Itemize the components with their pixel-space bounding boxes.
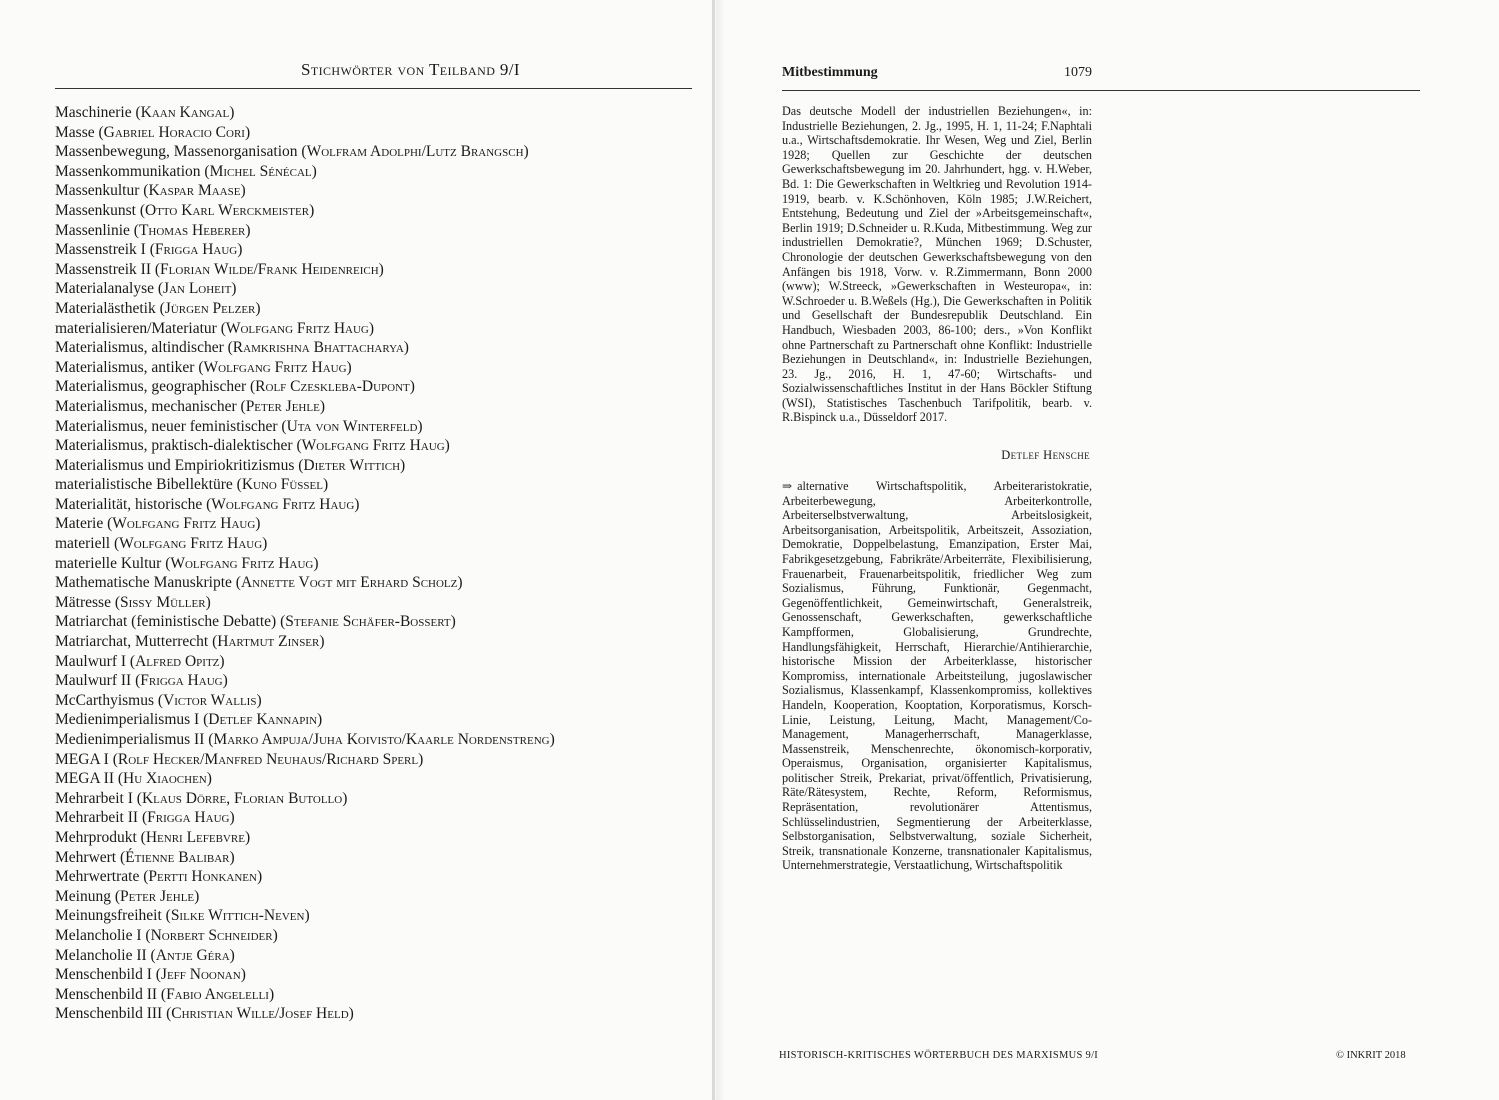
entry-author: Wolfgang Fritz Haug (225, 319, 369, 337)
entry-term: Materialismus, antiker (55, 358, 195, 376)
keyword-entry: Materialismus, mechanischer (Peter Jehle) (55, 397, 325, 415)
entry-term: Masse (55, 123, 95, 141)
keyword-entry: Maulwurf II (Frigga Haug) (55, 672, 228, 690)
entry-author: Christian Wille/Josef Held (171, 1005, 349, 1023)
entry-author: Alfred Opitz (135, 652, 220, 670)
keyword-entry: Massenkunst (Otto Karl Werckmeister) (55, 201, 315, 219)
entry-term: Medienimperialismus I (55, 711, 200, 729)
keyword-entry: Massenstreik I (Frigga Haug) (55, 241, 243, 259)
entry-term: Maulwurf I (55, 652, 127, 670)
keyword-entry: Massenbewegung, Massenorganisation (Wolfram Adolphi/Lutz Brangsch) (55, 143, 529, 161)
entry-term: Matriarchat, Mutterrecht (55, 633, 209, 651)
book-spine (712, 0, 715, 1100)
keyword-entry: Materialismus, neuer feministischer (Uta von Winterfeld) (55, 417, 423, 435)
left-header-rule (55, 88, 692, 89)
entry-term: Materialästhetik (55, 299, 156, 317)
entry-term: Materialismus, altindischer (55, 339, 224, 357)
keyword-entry: Mehrprodukt (Henri Lefebvre) (55, 828, 251, 846)
entry-term: Menschenbild I (55, 966, 152, 984)
entry-term: McCarthyismus (55, 691, 155, 709)
entry-term: materielle Kultur (55, 554, 162, 572)
keyword-entry: Menschenbild I (Jeff Noonan) (55, 966, 246, 984)
entry-author: Hartmut Zinser (217, 633, 320, 651)
entry-author: Kaspar Maase (148, 182, 241, 200)
entry-author: Otto Karl Werckmeister (145, 201, 310, 219)
entry-term: Materialismus, geographischer (55, 378, 247, 396)
entry-author: Peter Jehle (245, 397, 320, 415)
entry-term: Mathematische Manuskripte (55, 574, 232, 592)
see-also-text: alternative Wirtschaftspolitik, Arbeiteraristokratie, Arbeiterbewegung, Arbeiterkontrolle, Arbeiterselbstverwaltung, Arbeitslosigkeit, Arbeitsorganisation, Arbeitspolitik, Arbeitszeit, Assoziation, Demokratie, Doppelbelastung, Emanzipation, Erster Mai, Fabrikgesetzgebung, Fabrikräte/Arbeiterräte, Flexibilisierung, Frauenarbeit, Frauenarbeitspolitik, friedlicher Weg zum Sozialismus, Führung, Funktionär, Gegenmacht, Gegenöffentlichkeit, Gemeinwirtschaft, Generalstreik, Genossenschaft, Gewerkschaften, gewerkschaftliche Kampfformen, Globalisierung, Grundrechte, Handlungsfähigkeit, Herrschaft, Hierarchie/Antihierarchie, historische Mission der Arbeiterklasse, historischer Kompromiss, internationale Arbeitsteilung, jugoslawischer Sozialismus, Klassenkampf, Klassenkompromiss, kollektives Handeln, Kooperation, Kooptation, Korporatismus, Korsch-Linie, Leistung, Leitung, Macht, Management/Co-Management, Managerherrschaft, Managerklasse, Massenstreik, Menschenrechte, ökonomisch-korporativ, Operaismus, Organisation, organisierter Kapitalismus, politischer Streik, Prekariat, privat/öffentlich, Privatisierung, Räte/Rätesystem, Rechte, Reform, Reformismus, Repräsentation, revolutionärer Attentismus, Schlüsselindustrien, Segmentierung der Arbeiterklasse, Selbstorganisation, Selbstverwaltung, soziale Sicherheit, Streik, transnationale Konzerne, transnationaler Kapitalismus, Unternehmerstrategie, Verstaatlichung, Wirtschaftspolitik (782, 479, 1092, 873)
entry-author: Peter Jehle (120, 887, 195, 905)
keyword-entry: Massenstreik II (Florian Wilde/Frank Heidenreich) (55, 260, 384, 278)
entry-author: Wolfram Adolphi/Lutz Brangsch (306, 143, 524, 161)
entry-term: Materialismus, praktisch-dialektischer (55, 437, 293, 455)
keyword-entry: Mehrwert (Étienne Balibar) (55, 848, 235, 866)
keyword-entry: Materialismus, altindischer (Ramkrishna Bhattacharya) (55, 339, 409, 357)
entry-term: Massenstreik I (55, 241, 146, 259)
entry-author: Sissy Müller (120, 593, 206, 611)
entry-term: Mehrwert (55, 848, 117, 866)
entry-term: Maulwurf II (55, 672, 132, 690)
entry-term: Massenbewegung, Massenorganisation (55, 143, 298, 161)
keyword-entry: Matriarchat (feministische Debatte) (Stefanie Schäfer-Bossert) (55, 613, 456, 631)
keyword-entry: Materialismus, praktisch-dialektischer (Wolfgang Fritz Haug) (55, 437, 450, 455)
entry-author: Hu Xiaochen (123, 770, 207, 788)
entry-author: Kaan Kangal (140, 104, 230, 121)
keyword-entry: Melancholie II (Antje Géra) (55, 946, 235, 964)
keyword-entry: Massenkultur (Kaspar Maase) (55, 182, 246, 200)
entry-term: Massenlinie (55, 221, 130, 239)
entry-term: Matriarchat (feministische Debatte) (55, 613, 277, 631)
keyword-entry: Mehrarbeit II (Frigga Haug) (55, 809, 235, 827)
entry-author: Henri Lefebvre (145, 828, 245, 846)
entry-author: Uta von Winterfeld (286, 417, 418, 435)
entry-author: Florian Wilde/Frank Heidenreich (160, 260, 379, 278)
entry-term: Massenkunst (55, 201, 136, 219)
keyword-entry: MEGA I (Rolf Hecker/Manfred Neuhaus/Richard Sperl) (55, 750, 424, 768)
entry-author: Wolfgang Fritz Haug (119, 535, 263, 553)
keyword-entry: Meinungsfreiheit (Silke Wittich-Neven) (55, 907, 310, 925)
entry-term: Medienimperialismus II (55, 731, 205, 748)
keyword-entry: Mathematische Manuskripte (Annette Vogt mit Erhard Scholz) (55, 574, 463, 592)
entry-term: Massenkultur (55, 182, 140, 200)
entry-author: Wolfgang Fritz Haug (170, 554, 314, 572)
article-author: Detlef Hensche (1001, 448, 1090, 462)
entry-term: Menschenbild II (55, 985, 158, 1003)
keyword-entry: Massenkommunikation (Michel Sénécal) (55, 162, 317, 180)
keyword-entry: Menschenbild III (Christian Wille/Josef Held) (55, 1005, 354, 1023)
entry-term: Meinungsfreiheit (55, 907, 162, 925)
entry-author: Kuno Füssel (241, 476, 323, 494)
entry-author: Marko Ampuja/Juha Koivisto/Kaarle Nordenstreng (213, 731, 550, 748)
entry-term: materialistische Bibellektüre (55, 476, 233, 494)
page-number: 1079 (1064, 65, 1092, 80)
keyword-entry: Materialismus, antiker (Wolfgang Fritz Haug) (55, 358, 352, 376)
entry-term: Melancholie II (55, 946, 147, 964)
right-page-header (782, 65, 1090, 81)
keyword-entry: Meinung (Peter Jehle) (55, 887, 200, 905)
keyword-entry: Mehrarbeit I (Klaus Dörre, Florian Butollo) (55, 789, 348, 807)
keyword-entry: Materie (Wolfgang Fritz Haug) (55, 515, 261, 533)
entry-term: Materie (55, 515, 104, 533)
entry-author: Pertti Honkanen (148, 868, 257, 886)
left-page-header: Stichwörter von Teilband 9/I (301, 60, 520, 79)
entry-term: Materialismus, mechanischer (55, 397, 237, 415)
keyword-entry: Materialismus und Empiriokritizismus (Dieter Wittich) (55, 456, 406, 474)
entry-author: Norbert Schneider (150, 926, 273, 944)
entry-author: Ramkrishna Bhattacharya (232, 339, 404, 357)
entry-term: Massenkommunikation (55, 162, 201, 180)
entry-author: Wolfgang Fritz Haug (203, 358, 347, 376)
see-also-arrow-icon: ⇒ (782, 479, 793, 493)
keyword-entry: materiell (Wolfgang Fritz Haug) (55, 535, 268, 553)
entry-term: Materialität, historische (55, 495, 203, 513)
running-head-title: Mitbestimmung (782, 65, 878, 80)
entry-author: Jeff Noonan (160, 966, 241, 984)
entry-author: Frigga Haug (140, 672, 223, 690)
keyword-entry: Materialismus, geographischer (Rolf Czeskleba-Dupont) (55, 378, 415, 396)
keyword-entry: McCarthyismus (Victor Wallis) (55, 691, 262, 709)
entry-term: Mehrarbeit I (55, 789, 133, 807)
entry-author: Étienne Balibar (125, 848, 230, 866)
entry-term: Mehrwertrate (55, 868, 140, 886)
keyword-entry: materielle Kultur (Wolfgang Fritz Haug) (55, 554, 319, 572)
keyword-entry: Matriarchat, Mutterrecht (Hartmut Zinser) (55, 633, 325, 651)
book-gutter-shadow (716, 0, 724, 1100)
entry-author: Silke Wittich-Neven (170, 907, 305, 925)
keyword-entry: Masse (Gabriel Horacio Cori) (55, 123, 251, 141)
entry-author: Frigga Haug (154, 241, 238, 259)
entry-term: Massenstreik II (55, 260, 151, 278)
entry-author: Thomas Heberer (138, 221, 246, 239)
entry-author: Antje Géra (155, 946, 230, 964)
entry-term: materialisieren/Materiatur (55, 319, 217, 337)
keyword-entry: Mehrwertrate (Pertti Honkanen) (55, 868, 263, 886)
footer-title: HISTORISCH-KRITISCHES WÖRTERBUCH DES MARXISMUS 9/I (779, 1050, 1099, 1061)
keyword-entry: materialistische Bibellektüre (Kuno Füssel) (55, 476, 329, 494)
entry-term: Materialanalyse (55, 280, 154, 298)
entry-term: Materialismus und Empiriokritizismus (55, 456, 295, 474)
entry-author: Wolfgang Fritz Haug (211, 495, 355, 513)
entry-author: Detlef Kannapin (208, 711, 318, 729)
keyword-list (55, 103, 695, 1024)
keyword-entry: Medienimperialismus II (Marko Ampuja/Juha Koivisto/Kaarle Nordenstreng) (55, 731, 555, 748)
keyword-entry: Melancholie I (Norbert Schneider) (55, 926, 278, 944)
keyword-entry: materialisieren/Materiatur (Wolfgang Fritz Haug) (55, 319, 375, 337)
entry-author: Jan Loheit (163, 280, 232, 298)
entry-author: Klaus Dörre, Florian Butollo (141, 789, 343, 807)
keyword-entry: MEGA II (Hu Xiaochen) (55, 770, 212, 788)
bibliography-text: Das deutsche Modell der industriellen Beziehungen«, in: Industrielle Beziehungen, 2. Jg., 1995, H. 1, 11-24; F.Naphtali u.a., Wirtschaftsdemokratie. Ihr Wesen, Weg und Ziel, Berlin 1928; Quellen zur Geschichte der deutschen Gewerkschaftsbewegung im 20. Jahrhundert, hgg. v. H.Weber, Bd. 1: Die Gewerkschaften in Weltkrieg und Revolution 1914-1919, bearb. v. K.Schönhoven, Köln 1985; J.W.Reichert, Entstehung, Bedeutung und Ziel der »Arbeitsgemeinschaft«, Berlin 1919; D.Schneider u. R.Kuda, Mitbestimmung. Weg zur industriellen Demokratie?, München 1969; D.Schuster, Chronologie der deutschen Gewerkschaftsbewegung von den Anfängen bis 1918, Vorw. v. R.Zimmermann, Bonn 2000 (www); W.Streeck, »Gewerkschaften in Westeuropa«, in: W.Schroeder u. B.Weßels (Hg.), Die Gewerkschaften in Politik und Gesellschaft der Bundesrepublik Deutschland. Ein Handbuch, Wiesbaden 2003, 86-100; ders., »Von Konflikt ohne Partnerschaft zu Partnerschaft ohne Konflikt: Industrielle Beziehungen in Deutschland«, in: Industrielle Beziehungen, 23. Jg., 2016, H. 1, 47-60; Wirtschafts- und Sozialwissenschaftliches Institut in der Hans Böckler Stiftung (WSI), Statistisches Taschenbuch Tarifpolitik, bearb. v. R.Bispinck u.a., Düsseldorf 2017. (782, 104, 1092, 425)
entry-term: materiell (55, 535, 111, 553)
right-header-rule (782, 90, 1420, 91)
keyword-entry: Materialität, historische (Wolfgang Fritz Haug) (55, 495, 360, 513)
entry-author: Victor Wallis (163, 691, 257, 709)
entry-author: Stefanie Schäfer-Bossert (285, 613, 451, 631)
keyword-entry: Medienimperialismus I (Detlef Kannapin) (55, 711, 323, 729)
see-also-block (782, 479, 1092, 873)
entry-term: Mehrprodukt (55, 828, 137, 846)
keyword-entry: Menschenbild II (Fabio Angelelli) (55, 985, 275, 1003)
keyword-entry: Maschinerie (Kaan Kangal) (55, 104, 235, 121)
entry-term: Mehrarbeit II (55, 809, 139, 827)
keyword-entry: Maulwurf I (Alfred Opitz) (55, 652, 225, 670)
entry-author: Annette Vogt mit Erhard Scholz (240, 574, 458, 592)
keyword-entry: Materialästhetik (Jürgen Pelzer) (55, 299, 261, 317)
keyword-entry: Materialanalyse (Jan Loheit) (55, 280, 237, 298)
entry-author: Frigga Haug (147, 809, 230, 827)
entry-author: Michel Sénécal (209, 162, 312, 180)
entry-term: MEGA II (55, 770, 114, 788)
entry-author: Dieter Wittich (303, 456, 401, 474)
entry-term: Menschenbild III (55, 1005, 163, 1023)
entry-author: Jürgen Pelzer (164, 299, 256, 317)
entry-author: Rolf Hecker/Manfred Neuhaus/Richard Sperl (117, 750, 419, 768)
entry-author: Rolf Czeskleba-Dupont (255, 378, 410, 396)
entry-author: Fabio Angelelli (166, 985, 269, 1003)
footer-copyright: © INKRIT 2018 (1336, 1050, 1406, 1061)
entry-term: MEGA I (55, 750, 109, 768)
entry-author: Wolfgang Fritz Haug (301, 437, 445, 455)
entry-author: Gabriel Horacio Cori (103, 123, 245, 141)
entry-term: Materialismus, neuer feministischer (55, 417, 278, 435)
keyword-entry: Mätresse (Sissy Müller) (55, 593, 211, 611)
entry-term: Mätresse (55, 593, 111, 611)
entry-term: Melancholie I (55, 926, 142, 944)
entry-term: Meinung (55, 887, 111, 905)
entry-term: Maschinerie (55, 104, 132, 121)
keyword-entry: Massenlinie (Thomas Heberer) (55, 221, 251, 239)
entry-author: Wolfgang Fritz Haug (112, 515, 256, 533)
